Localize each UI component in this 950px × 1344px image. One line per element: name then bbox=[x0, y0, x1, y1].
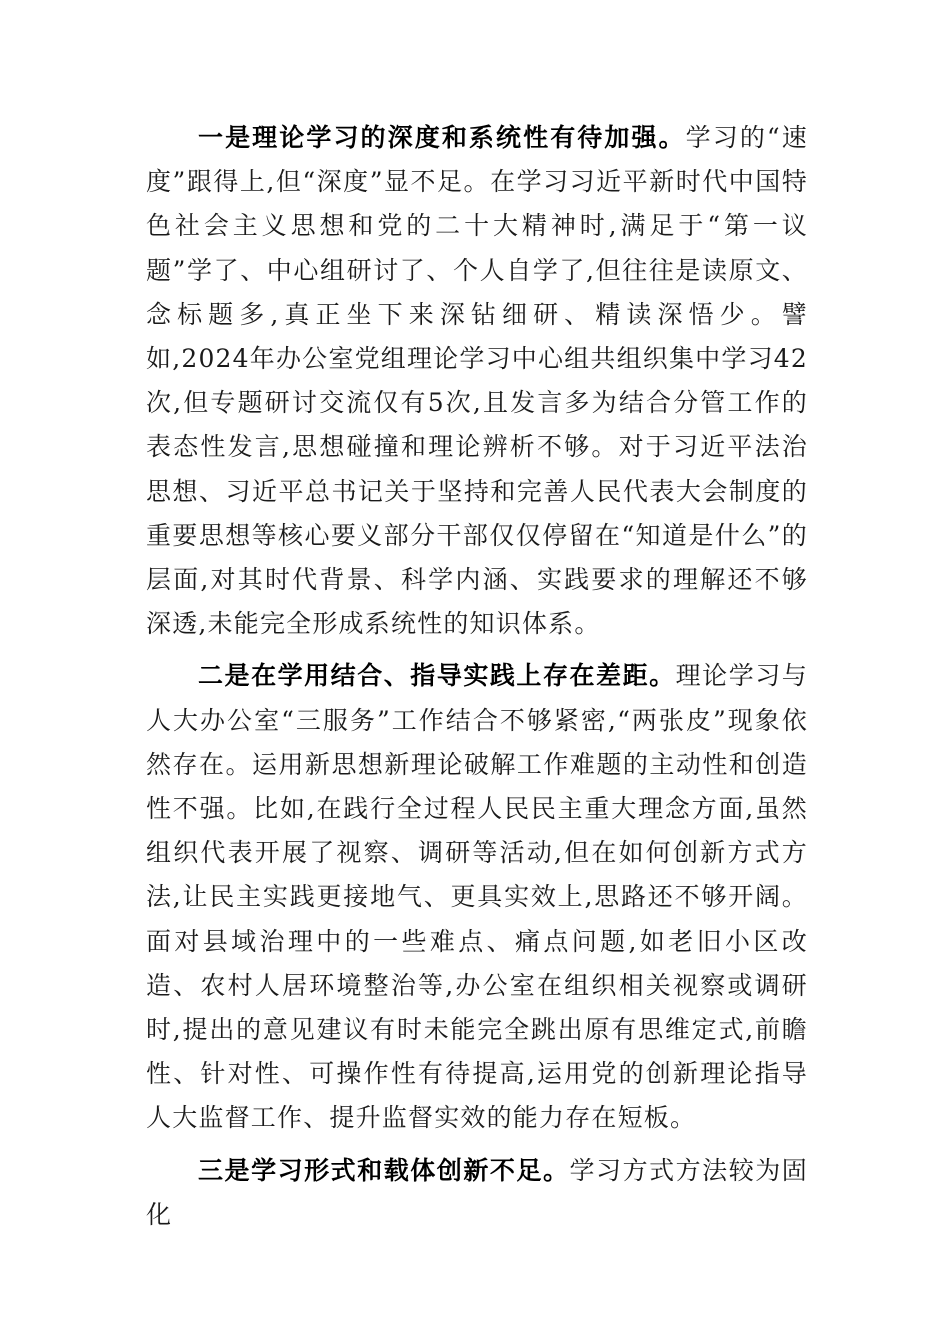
paragraph-lead-heading: 二是在学用结合、指导实践上存在差距。 bbox=[198, 661, 676, 691]
paragraph-body-text: 学习方式方法较为固化 bbox=[146, 1155, 808, 1229]
paragraph-body-text: 学习的“速度”跟得上,但“深度”显不足。在学习习近平新时代中国特色社会主义思想和党的二十大精神时,满足于“第一议题”学了、中心组研讨了、个人自学了,但往往是读原文、念标题多,真正坐下来深钻细研、精读深悟少。譬如,2024年办公室党组理论学习中心组共组织集中学习42次,但专题研讨交流仅有5次,且发言多为结合分管工作的表态性发言,思想碰撞和理论辨析不够。对于习近平法治思想、习近平总书记关于坚持和完善人民代表大会制度的重要思想等核心要义部分干部仅仅停留在“知道是什么”的层面,对其时代背景、科学内涵、实践要求的理解还不够深透,未能完全形成系统性的知识体系。 bbox=[146, 123, 809, 639]
paragraph-practice-gap bbox=[146, 654, 808, 1140]
paragraph-body-text: 理论学习与人大办公室“三服务”工作结合不够紧密,“两张皮”现象依然存在。运用新思想新理论破解工作难题的主动性和创造性不强。比如,在践行全过程人民民主重大理念方面,虽然组织代表开展了视察、调研等活动,但在如何创新方式方法,让民主实践更接地气、更具实效上,思路还不够开阔。面对县域治理中的一些难点、痛点问题,如老旧小区改造、农村人居环境整治等,办公室在组织相关视察或调研时,提出的意见建议有时未能完全跳出原有思维定式,前瞻性、针对性、可操作性有待提高,运用党的创新理论指导人大监督工作、提升监督实效的能力存在短板。 bbox=[146, 661, 808, 1133]
paragraph-lead-heading: 一是理论学习的深度和系统性有待加强。 bbox=[198, 123, 686, 152]
paragraph-learning-forms bbox=[146, 1149, 808, 1237]
document-body bbox=[146, 116, 808, 1245]
paragraph-theory-depth bbox=[146, 116, 808, 646]
paragraph-lead-heading: 三是学习形式和载体创新不足。 bbox=[198, 1155, 570, 1185]
